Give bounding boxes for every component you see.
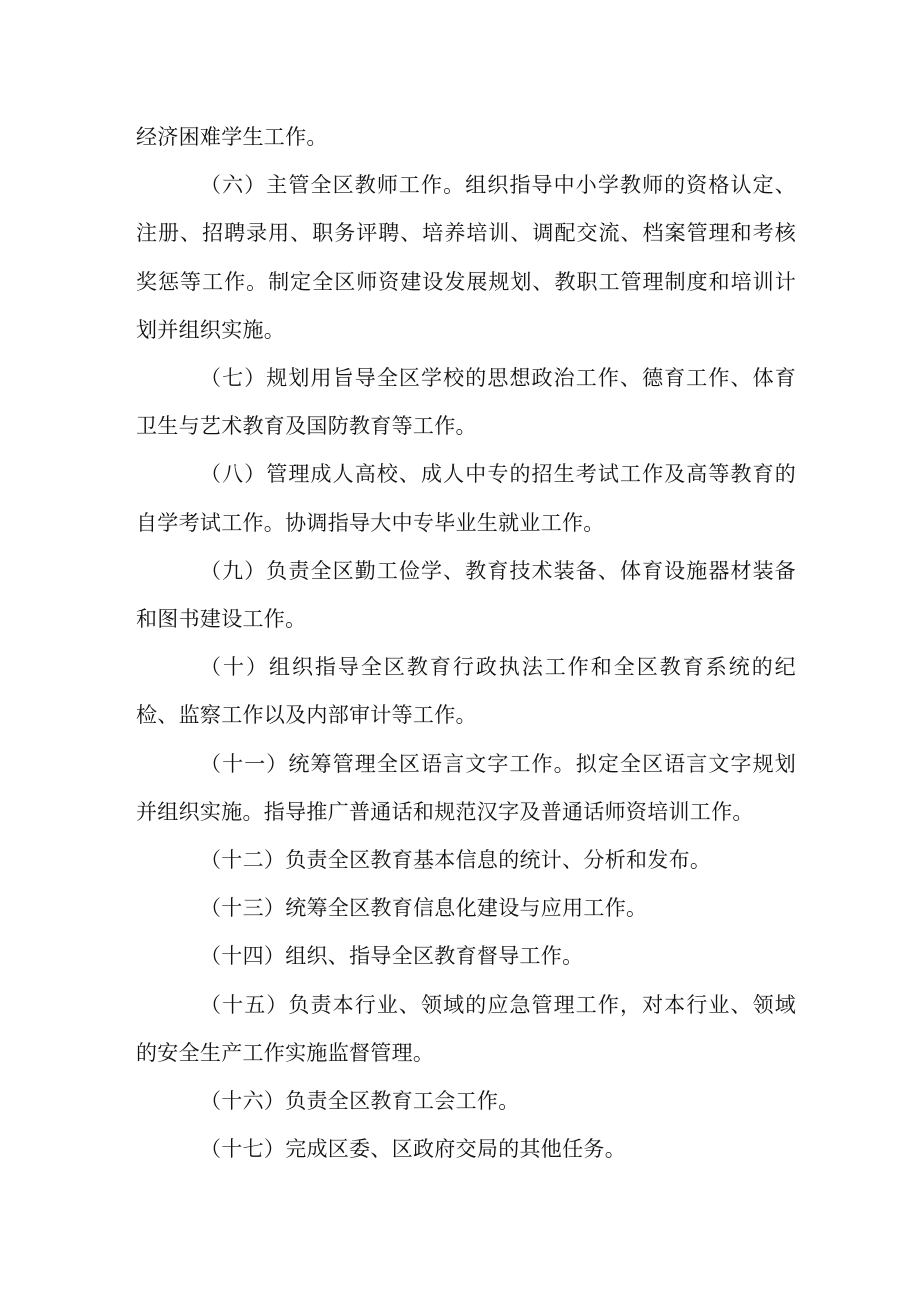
paragraph-item-17: （十七）完成区委、区政府交局的其他任务。	[200, 1137, 626, 1162]
paragraph-item-10: （十）组织指导全区教育行政执法工作和全区教育系统的纪检、监察工作以及内部审计等工作。	[136, 655, 796, 728]
paragraph-item-13: （十三）统筹全区教育信息化建设与应用工作。	[200, 896, 648, 921]
paragraph-item-7: （七）规划用旨导全区学校的思想政治工作、德育工作、体育卫生与艺术教育及国防教育等工作。	[136, 366, 796, 439]
paragraph-item-14: （十四）组织、指导全区教育督导工作。	[200, 944, 584, 969]
paragraph-item-9: （九）负责全区勤工俭学、教育技术装备、体育设施器材装备和图书建设工作。	[136, 558, 796, 632]
paragraph-item-11: （十一）统筹管理全区语言文字工作。拟定全区语言文字规划并组织实施。指导推广普通话和规范汉字及普通话师资培训工作。	[136, 751, 796, 824]
paragraph-item-8: （八）管理成人高校、成人中专的招生考试工作及高等教育的自学考试工作。协调指导大中专毕业生就业工作。	[136, 462, 796, 535]
paragraph-item-12: （十二）负责全区教育基本信息的统计、分析和发布。	[200, 848, 712, 873]
paragraph-item-16: （十六）负责全区教育工会工作。	[200, 1089, 520, 1114]
paragraph-continuation: 经济困难学生工作。	[136, 125, 328, 149]
paragraph-item-6: （六）主管全区教师工作。组织指导中小学教师的资格认定、注册、招聘录用、职务评聘、培养培训、调配交流、档案管理和考核奖惩等工作。制定全区师资建设发展规划、教职工管理制度和培训计划并组织实施。	[136, 173, 796, 342]
document-body	[136, 113, 796, 1173]
paragraph-item-15: （十五）负责本行业、领域的应急管理工作，对本行业、领域的安全生产工作实施监督管理。	[136, 992, 796, 1065]
